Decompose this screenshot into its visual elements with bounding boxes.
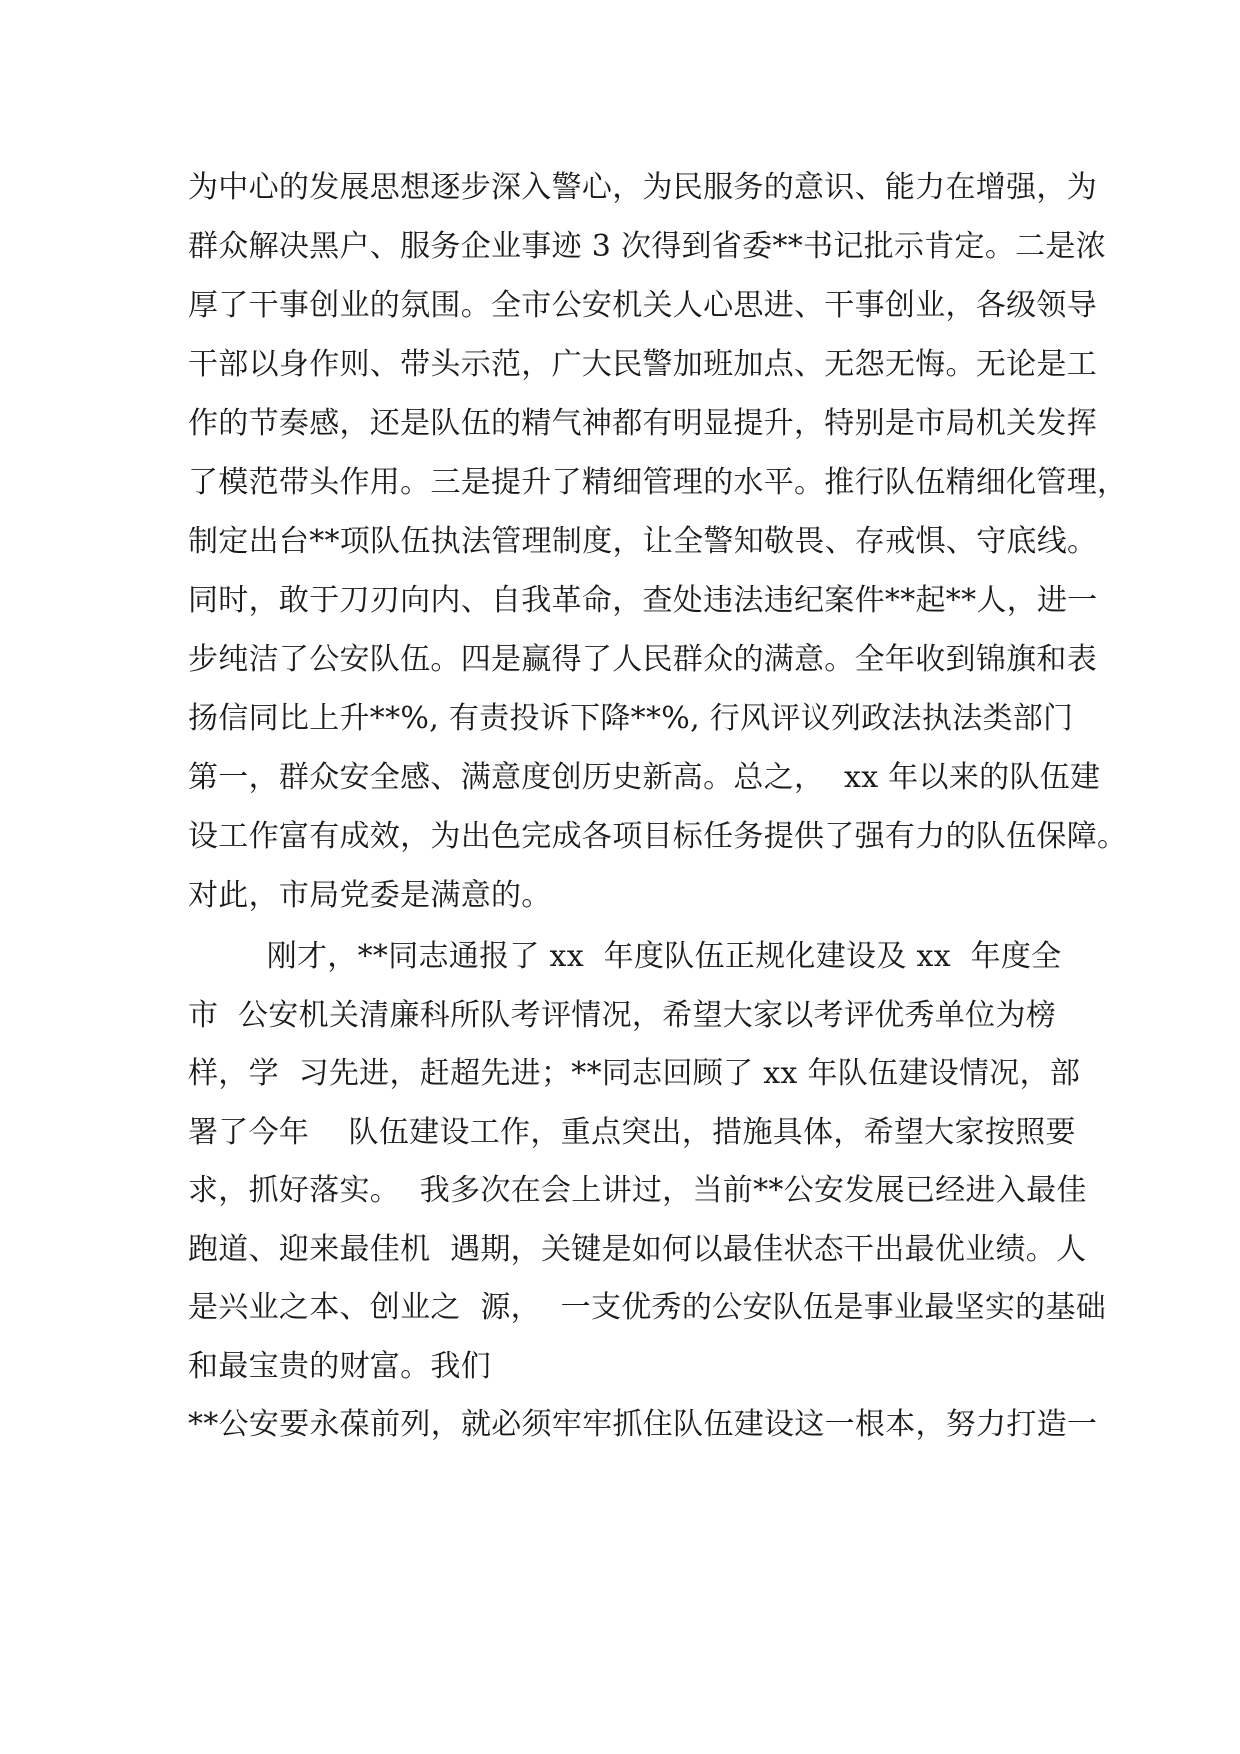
text-line: 制定出台**项队伍执法管理制度，让全警知敬畏、存戒惧、守底线。 [188, 524, 1098, 559]
text-line: 对此，市局党委是满意的。 [188, 878, 552, 913]
text-line: 样，学 习先进，赶超先进；**同志回顾了 xx 年队伍建设情况，部 [188, 1056, 1081, 1091]
text-line: 了模范带头作用。三是提升了精细管理的水平。推行队伍精细化管理， [188, 465, 1128, 500]
text-line: 作的节奏感，还是队伍的精气神都有明显提升，特别是市局机关发挥 [188, 406, 1097, 441]
text-line: 署了今年 队伍建设工作，重点突出，措施具体，希望大家按照要 [188, 1114, 1076, 1150]
text-line: **公安要永葆前列，就必须牢牢抓住队伍建设这一根本，努力打造一 [188, 1407, 1098, 1442]
text-line: 为中心的发展思想逐步深入警心，为民服务的意识、能力在增强，为 [188, 170, 1097, 205]
text-line: 市 公安机关清廉科所队考评情况，希望大家以考评优秀单位为榜 [188, 997, 1057, 1033]
text-line: 是兴业之本、创业之 源， 一支优秀的公安队伍是事业最坚实的基础 [188, 1290, 1107, 1325]
text-line: 干部以身作则、带头示范，广大民警加班加点、无怨无悔。无论是工 [188, 347, 1097, 382]
text-line: 第一，群众安全感、满意度创历史新高。总之， xx 年以来的队伍建 [188, 760, 1101, 795]
text-line: 厚了干事创业的氛围。全市公安机关人心思进、干事创业，各级领导 [188, 288, 1097, 323]
text-line: 求，抓好落实。 我多次在会上讲过，当前**公安发展已经进入最佳 [188, 1173, 1087, 1208]
body-paragraph-2 [188, 928, 1107, 1455]
text-line: 同时，敢于刀刃向内、自我革命，查处违法违纪案件**起**人，进一 [188, 583, 1098, 618]
body-paragraph-1 [188, 158, 1128, 925]
text-line: 设工作富有成效，为出色完成各项目标任务提供了强有力的队伍保障。 [188, 819, 1128, 854]
text-line: 刚才，**同志通报了 xx 年度队伍正规化建设及 xx 年度全 [188, 939, 1062, 974]
text-line: 扬信同比上升**%, 有责投诉下降**%, 行风评议列政法执法类部门 [188, 701, 1074, 736]
text-line: 和最宝贵的财富。我们 [188, 1348, 491, 1384]
text-line: 群众解决黑户、服务企业事迹 3 次得到省委**书记批示肯定。二是浓 [188, 229, 1107, 264]
text-line: 跑道、迎来最佳机 遇期，关键是如何以最佳状态干出最优业绩。人 [188, 1231, 1087, 1267]
text-line: 步纯洁了公安队伍。四是赢得了人民群众的满意。全年收到锦旗和表 [188, 642, 1097, 677]
